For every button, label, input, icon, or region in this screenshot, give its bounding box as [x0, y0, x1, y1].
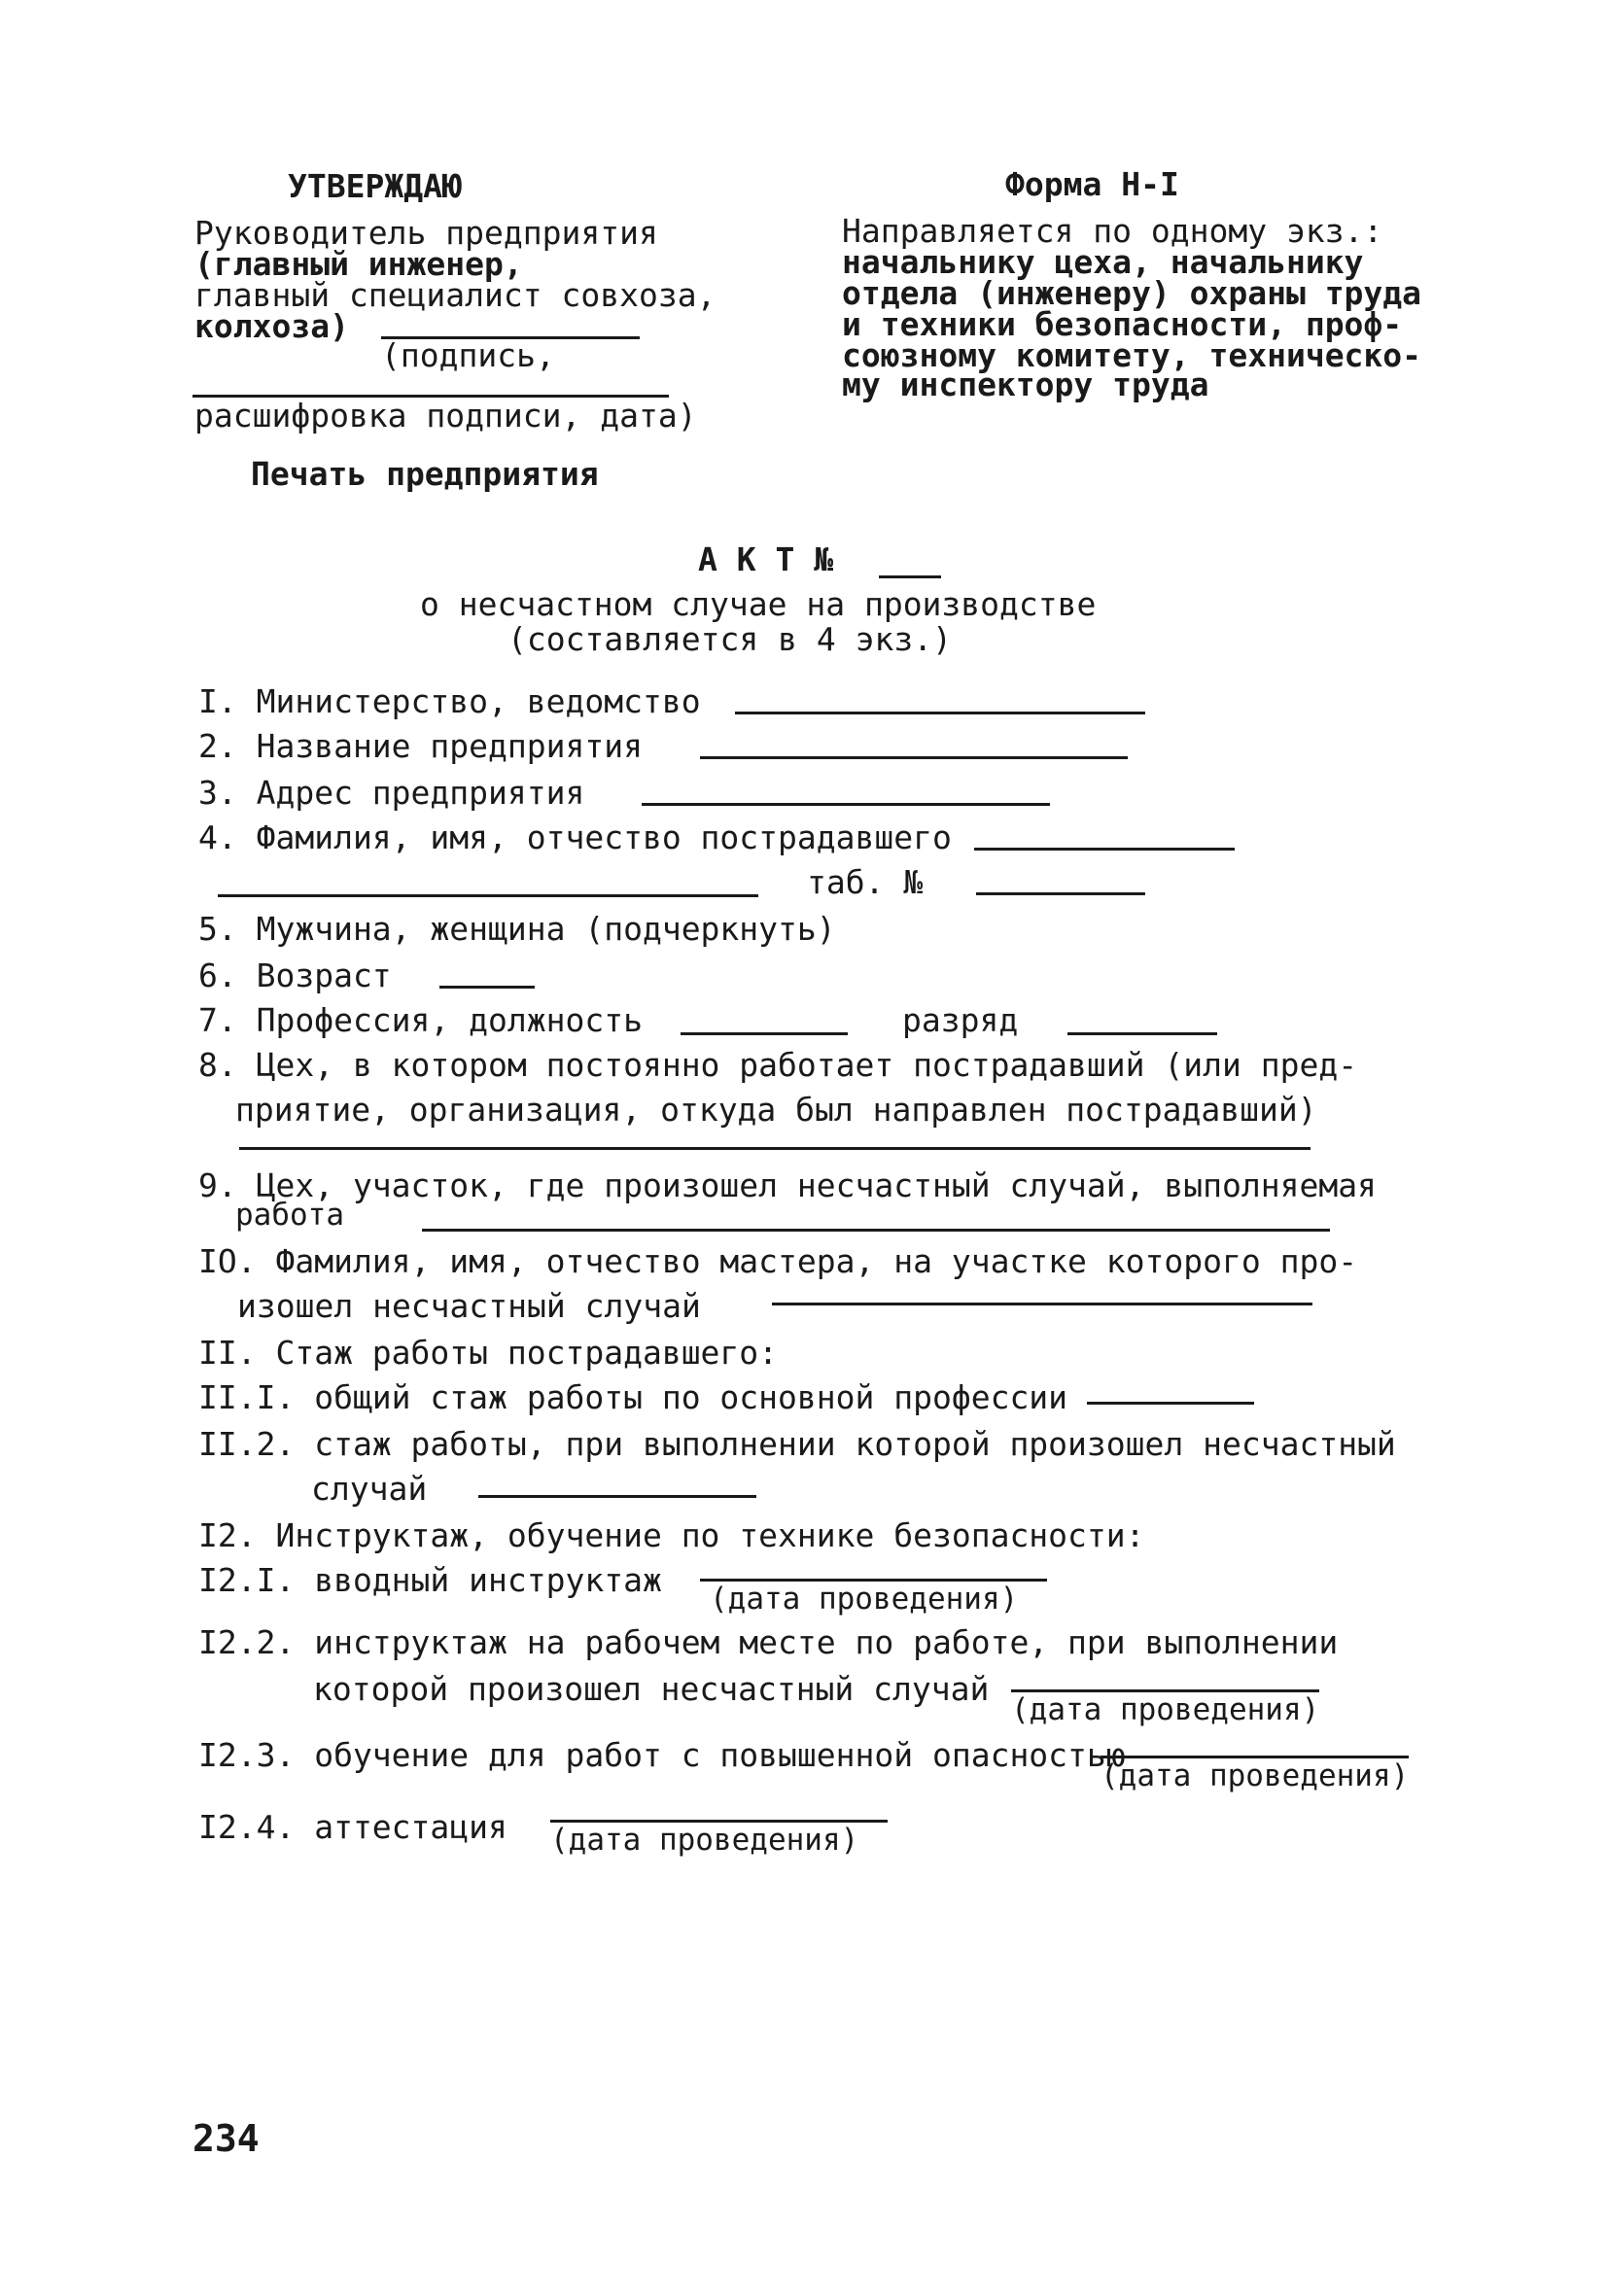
distribution-line-5: союзному комитету, техническо- — [842, 336, 1422, 374]
item-10-label: IO. Фамилия, имя, отчество мастера, на участке которого про- — [198, 1242, 1358, 1280]
item-4-tab-field[interactable] — [976, 892, 1145, 895]
item-6-field[interactable] — [439, 986, 535, 989]
distribution-line-2: начальнику цеха, начальнику — [842, 243, 1364, 281]
item-1-label: I. Министерство, ведомство — [198, 682, 701, 720]
item-12-2-label: I2.2. инструктаж на рабочем месте по работе, при выполнении — [198, 1623, 1339, 1661]
act-title: А К Т № — [698, 540, 834, 578]
item-12-4-date-field[interactable]: (дата проведения) — [550, 1820, 888, 1858]
item-12-1-label: I2.I. вводный инструктаж — [198, 1561, 662, 1599]
item-12-3-date-field[interactable]: (дата проведения) — [1101, 1756, 1409, 1793]
item-8-label: 8. Цех, в котором постоянно работает пострадавший (или пред- — [198, 1046, 1358, 1084]
item-11-2-field[interactable] — [478, 1495, 756, 1498]
approve-title: УТВЕРЖДАЮ — [288, 167, 462, 205]
distribution-line-6: му инспектору труда — [842, 365, 1209, 403]
item-11-1-label: II.I. общий стаж работы по основной профессии — [198, 1378, 1068, 1416]
item-3-field[interactable] — [642, 803, 1050, 806]
item-4-field-2[interactable] — [218, 894, 758, 897]
item-4-field[interactable] — [974, 848, 1235, 851]
approver-line-4: колхоза) — [194, 307, 349, 345]
distribution-line-1: Направляется по одному экз.: — [842, 212, 1383, 250]
item-9-label: 9. Цех, участок, где произошел несчастный случай, выполняемая — [198, 1166, 1377, 1204]
approver-line-3: главный специалист совхоза, — [194, 276, 717, 314]
item-11-1-field[interactable] — [1087, 1402, 1254, 1405]
item-10-label-2: изошел несчастный случай — [237, 1287, 701, 1325]
act-number-line — [879, 575, 941, 578]
item-7-grade-label: разряд — [902, 1001, 1019, 1039]
act-subtitle: о несчастном случае на производстве — [420, 585, 1097, 623]
item-11-2-label: II.2. стаж работы, при выполнении которой произошел несчастный — [198, 1425, 1396, 1463]
item-2-label: 2. Название предприятия — [198, 727, 643, 765]
item-1-field[interactable] — [735, 712, 1145, 714]
item-10-field[interactable] — [772, 1303, 1312, 1305]
seal-label: Печать предприятия — [251, 455, 599, 493]
item-12-4-label: I2.4. аттестация — [198, 1808, 507, 1846]
act-note: (составляется в 4 экз.) — [507, 620, 952, 658]
item-12-1-date-field[interactable]: (дата проведения) — [700, 1579, 1047, 1617]
distribution-line-4: и техники безопасности, проф- — [842, 305, 1403, 343]
item-8-field[interactable] — [239, 1147, 1311, 1150]
item-4-label: 4. Фамилия, имя, отчество пострадавшего — [198, 818, 952, 856]
item-12-2-date-field[interactable]: (дата проведения) — [1011, 1689, 1319, 1727]
form-title: Форма Н-I — [1005, 165, 1179, 203]
item-7-field[interactable] — [681, 1032, 848, 1035]
item-9-label-2: работа — [235, 1198, 344, 1233]
item-4-tab-label: таб. № — [807, 863, 924, 901]
distribution-line-3: отдела (инженеру) охраны труда — [842, 274, 1422, 312]
approver-line-1: Руководитель предприятия — [194, 214, 658, 252]
item-3-label: 3. Адрес предприятия — [198, 774, 585, 812]
item-7-grade-field[interactable] — [1067, 1032, 1217, 1035]
approver-line-2: (главный инженер, — [194, 245, 523, 283]
page-number: 234 — [192, 2117, 260, 2160]
item-6-label: 6. Возраст — [198, 957, 392, 994]
item-12-label: I2. Инструктаж, обучение по технике безопасности: — [198, 1516, 1145, 1554]
item-12-3-label: I2.3. обучение для работ с повышенной опасностью — [198, 1736, 1126, 1774]
item-11-2-label-2: случай — [311, 1470, 428, 1508]
item-8-label-2: приятие, организация, откуда был направлен пострадавший) — [235, 1091, 1317, 1129]
item-2-field[interactable] — [700, 756, 1128, 759]
signature-caption: (подпись, — [381, 336, 555, 374]
signature-caption-2: расшифровка подписи, дата) — [194, 397, 697, 435]
item-12-2-label-2: которой произошел несчастный случай — [313, 1670, 990, 1708]
item-9-field[interactable] — [422, 1229, 1330, 1232]
item-11-label: II. Стаж работы пострадавшего: — [198, 1334, 779, 1372]
item-5-label: 5. Мужчина, женщина (подчеркнуть) — [198, 910, 836, 948]
item-7-label: 7. Профессия, должность — [198, 1001, 643, 1039]
